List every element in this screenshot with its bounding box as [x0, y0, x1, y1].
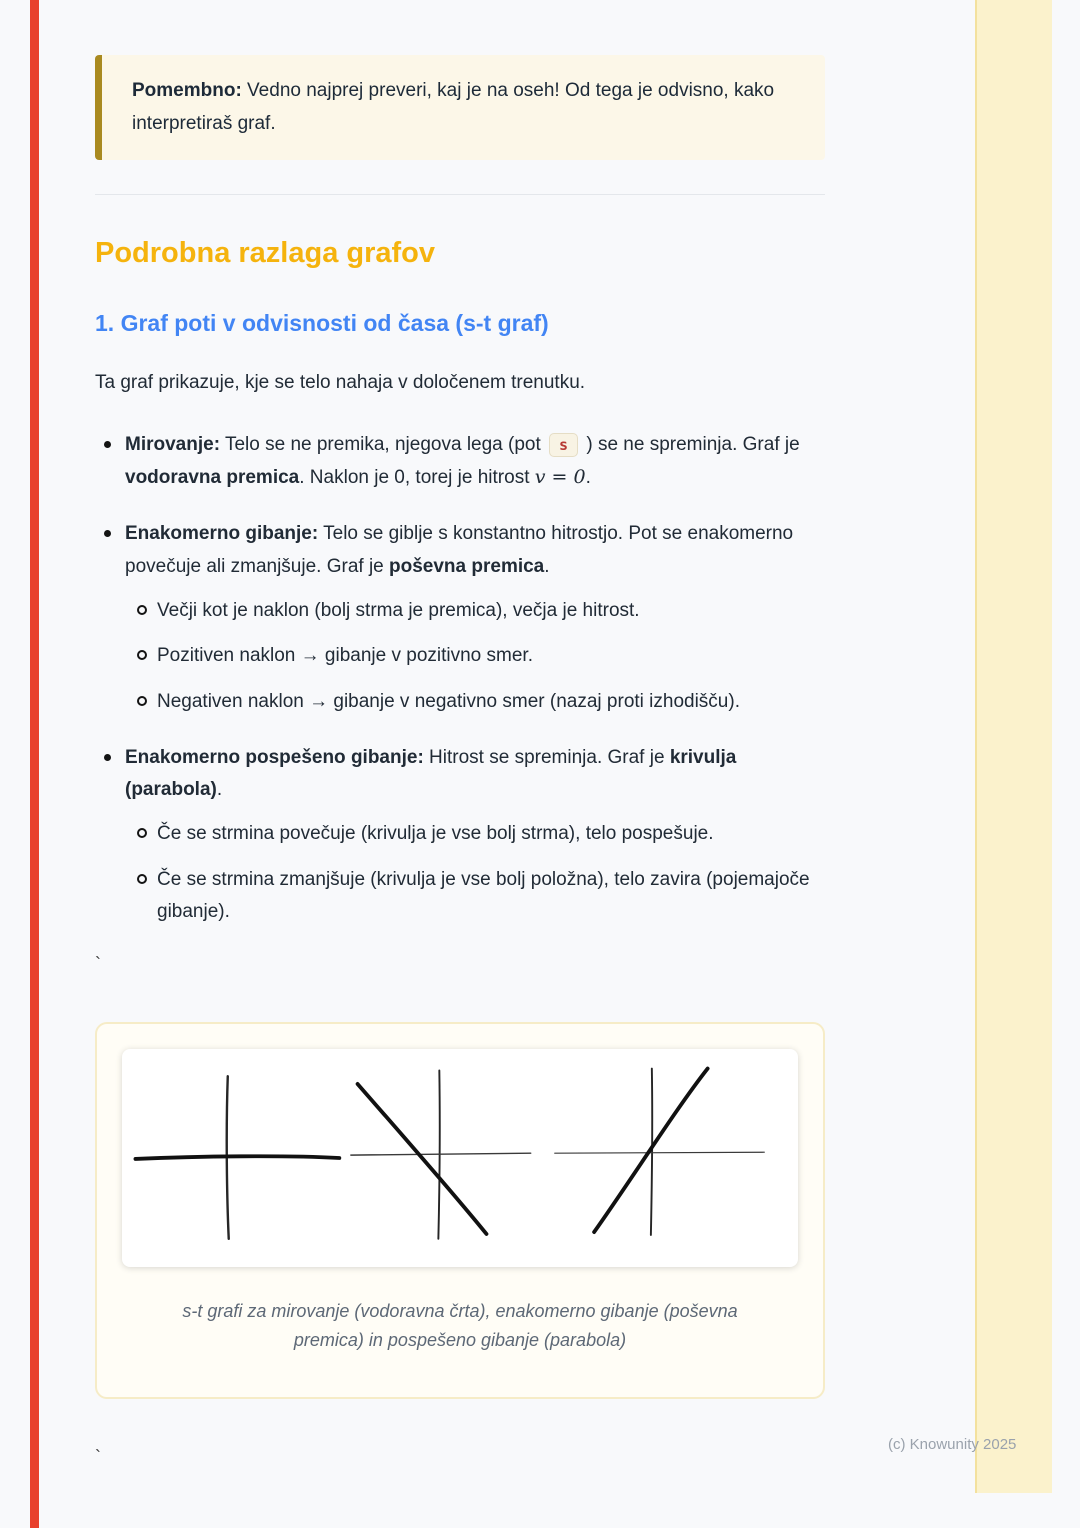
- bullet-text: ) se ne spreminja. Graf je: [581, 433, 800, 455]
- bullet-text: Hitrost se spreminja. Graf je: [423, 746, 670, 768]
- inline-code-s: s: [549, 433, 578, 458]
- concept-list: [95, 429, 825, 929]
- bullet-text: .: [216, 779, 223, 801]
- bullet-bold: poševna premica: [389, 555, 545, 577]
- sub-item: Če se strmina zmanjšuje (krivulja je vse bolj položna), telo zavira (pojemajoče gibanje).: [125, 864, 825, 929]
- section-divider: [95, 194, 825, 195]
- sub-item: Pozitiven naklon → gibanje v pozitivno smer.: [125, 640, 825, 672]
- callout-label: Pomembno:: [132, 80, 242, 101]
- section-title: Podrobna razlaga grafov: [95, 236, 436, 269]
- list-item-pospeseno-gibanje: [95, 742, 825, 928]
- sub-item: Negativen naklon → gibanje v negativno smer (nazaj proti izhodišču).: [125, 686, 825, 718]
- bullet-text: Telo se giblje s konstantno hitrostjo. Pot se enakomerno povečuje ali zmanjšuje. Graf je: [125, 523, 794, 577]
- sub-item: Večji kot je naklon (bolj strma je premica), večja je hitrost.: [125, 595, 825, 627]
- st-graphs-drawing: [122, 1049, 798, 1267]
- important-callout: [95, 55, 825, 160]
- bullet-lead: Enakomerno pospešeno gibanje:: [125, 746, 424, 768]
- stray-backtick: `: [95, 1446, 101, 1467]
- right-yellow-margin: [975, 0, 1052, 1493]
- figure-container: [95, 1022, 825, 1399]
- stray-backtick: `: [95, 954, 101, 975]
- bullet-bold: vodoravna premica: [125, 467, 300, 489]
- copyright-notice: (c) Knowunity 2025: [888, 1436, 1017, 1453]
- callout-body: Vedno najprej preveri, kaj je na oseh! Od tega je odvisno, kako interpretiraš graf.: [132, 80, 775, 135]
- callout-text: [132, 74, 795, 141]
- bullet-text: Telo se ne premika, njegova lega (pot: [220, 433, 547, 455]
- intro-paragraph: Ta graf prikazuje, kje se telo nahaja v določenem trenutku.: [95, 371, 586, 393]
- graph-enakomerno-pozitiven: [555, 1069, 765, 1235]
- sub-list: [125, 595, 825, 718]
- graph-enakomerno-negativen: [351, 1071, 531, 1239]
- document-content: [95, 0, 825, 1469]
- bullet-bold: krivulja (parabola): [125, 746, 737, 801]
- figure-image: [122, 1049, 798, 1267]
- subsection-title: 1. Graf poti v odvisnosti od časa (s-t graf): [95, 309, 549, 336]
- bullet-text: . Naklon je 0, torej je hitrost: [299, 467, 535, 489]
- graph-mirovanje: [135, 1077, 339, 1240]
- list-item-mirovanje: [95, 429, 825, 495]
- figure-caption: s-t grafi za mirovanje (vodoravna črta), enakomerno gibanje (poševna premica) in pospešeno gibanje (parabola): [182, 1301, 738, 1351]
- list-item-enakomerno-gibanje: [95, 518, 825, 717]
- sub-list: [125, 818, 825, 928]
- math-v-equals-0: v = 0: [534, 466, 586, 489]
- bullet-text: .: [585, 467, 591, 489]
- bullet-text: .: [544, 555, 550, 577]
- bullet-lead: Enakomerno gibanje:: [125, 523, 319, 545]
- bullet-lead: Mirovanje:: [125, 433, 221, 455]
- left-red-accent-bar: [30, 0, 39, 1528]
- sub-item: Če se strmina povečuje (krivulja je vse bolj strma), telo pospešuje.: [125, 818, 825, 850]
